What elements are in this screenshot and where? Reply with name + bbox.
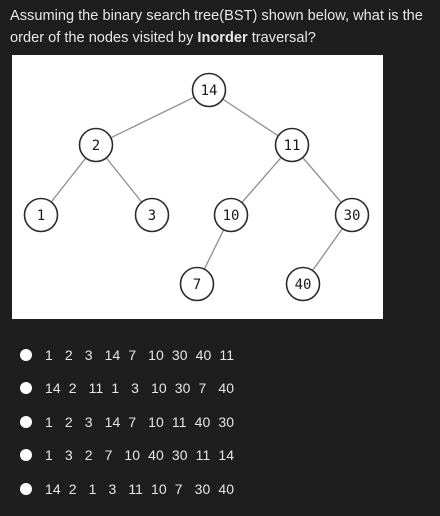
question-text-part-1: Assuming the binary search tree(BST) shown below, what is the order of the nodes visited by bbox=[10, 8, 423, 46]
tree-node-label: 2 bbox=[91, 138, 101, 154]
tree-node-1 bbox=[25, 199, 58, 232]
option-2[interactable] bbox=[20, 372, 234, 406]
question-text-part-2: traversal? bbox=[247, 30, 316, 46]
tree-node-3 bbox=[136, 199, 169, 232]
option-label: 1 3 2 7 10 40 30 11 14 bbox=[45, 447, 235, 464]
tree-node-2 bbox=[80, 129, 113, 162]
tree-node-label: 40 bbox=[294, 277, 312, 293]
radio-button-icon[interactable] bbox=[20, 449, 32, 461]
tree-edge bbox=[303, 158, 342, 203]
tree-node-40 bbox=[287, 268, 320, 301]
tree-node-label: 7 bbox=[192, 277, 202, 293]
tree-node-30 bbox=[336, 199, 369, 232]
radio-button-icon[interactable] bbox=[20, 382, 32, 394]
tree-node-label: 11 bbox=[283, 138, 301, 154]
question-keyword: Inorder bbox=[197, 30, 248, 46]
option-3[interactable] bbox=[20, 405, 234, 439]
tree-edge bbox=[313, 228, 343, 270]
radio-button-icon[interactable] bbox=[20, 483, 32, 495]
tree-node-14 bbox=[193, 74, 226, 107]
radio-button-icon[interactable] bbox=[20, 416, 32, 428]
tree-edge bbox=[111, 97, 194, 138]
option-label: 14 2 1 3 11 10 7 30 40 bbox=[45, 480, 235, 497]
option-label: 14 2 11 1 3 10 30 7 40 bbox=[45, 380, 235, 397]
tree-node-label: 30 bbox=[343, 208, 361, 224]
answer-options bbox=[20, 338, 234, 506]
option-label: 1 2 3 14 7 10 30 40 11 bbox=[45, 346, 235, 363]
option-label: 1 2 3 14 7 10 11 40 30 bbox=[45, 413, 235, 430]
tree-edge bbox=[204, 230, 223, 269]
tree-node-label: 3 bbox=[147, 208, 157, 224]
tree-edge bbox=[51, 158, 86, 202]
bst-svg bbox=[12, 55, 383, 319]
option-4[interactable] bbox=[20, 439, 234, 473]
tree-node-label: 10 bbox=[222, 208, 240, 224]
tree-node-label: 1 bbox=[36, 208, 46, 224]
tree-node-7 bbox=[181, 268, 214, 301]
tree-node-11 bbox=[276, 129, 309, 162]
option-1[interactable] bbox=[20, 338, 234, 372]
option-5[interactable] bbox=[20, 472, 234, 506]
tree-edge bbox=[106, 158, 141, 202]
question-text bbox=[10, 5, 435, 49]
bst-diagram bbox=[12, 55, 383, 319]
tree-edge bbox=[223, 99, 278, 136]
tree-node-10 bbox=[215, 199, 248, 232]
tree-edge bbox=[242, 157, 281, 202]
radio-button-icon[interactable] bbox=[20, 349, 32, 361]
tree-node-label: 14 bbox=[200, 83, 218, 99]
